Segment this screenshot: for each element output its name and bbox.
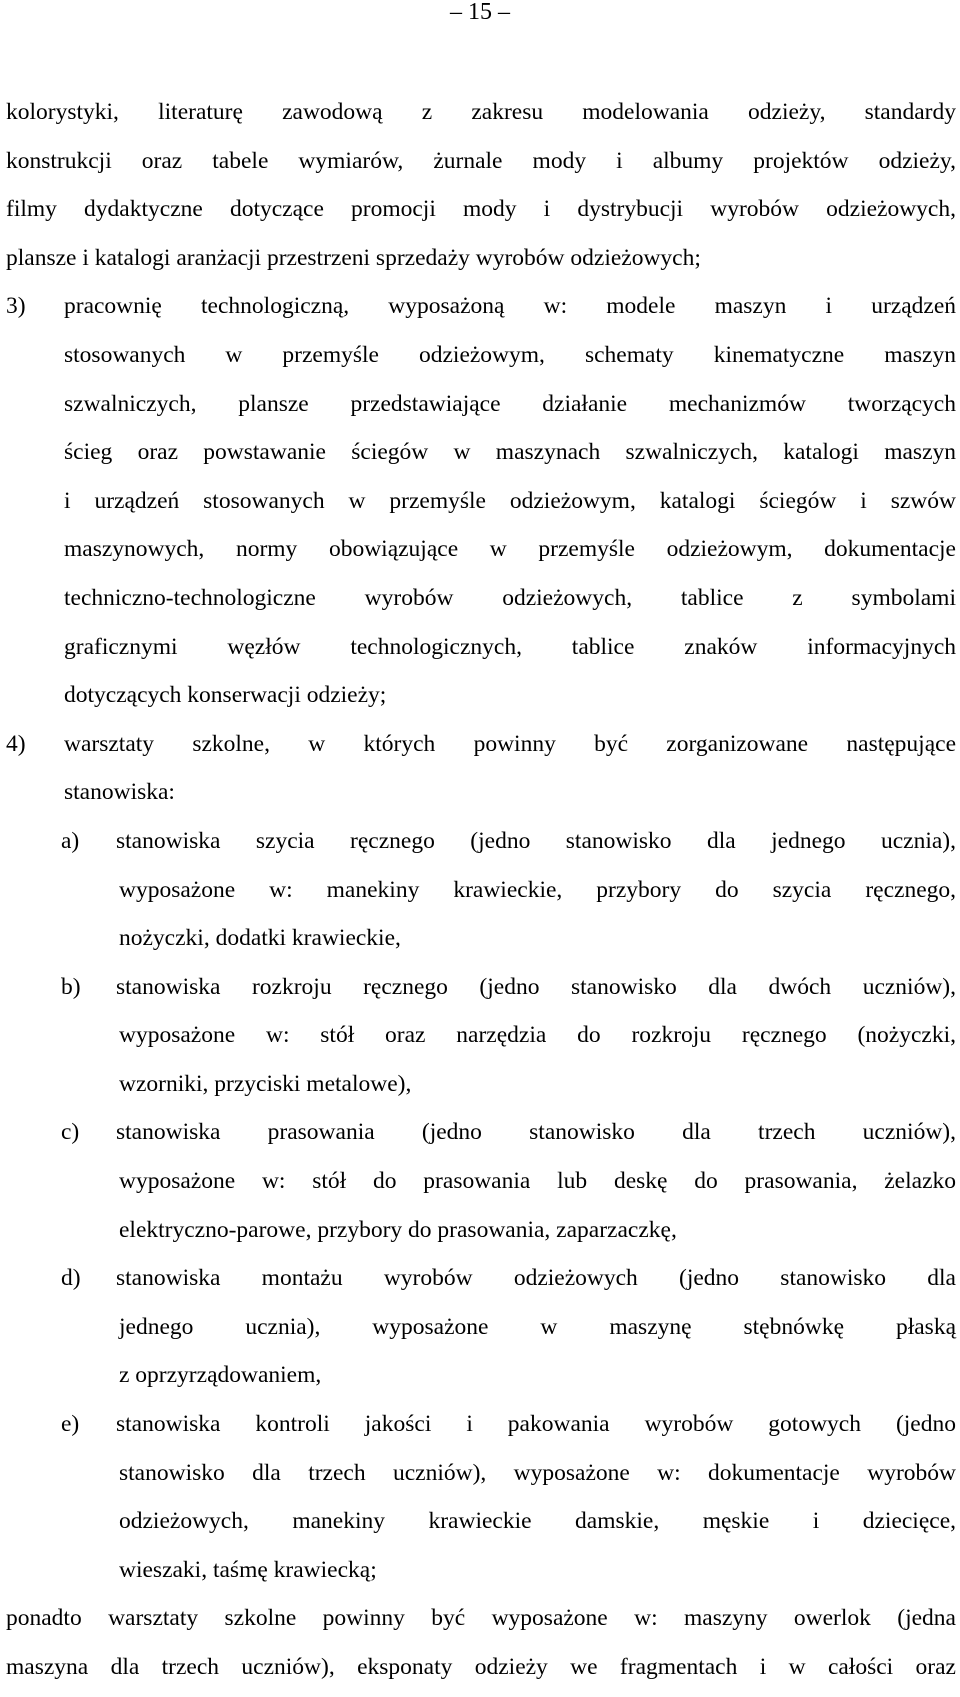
document-body xyxy=(6,88,956,1692)
list-item-d xyxy=(6,1254,956,1303)
text-line: stanowiska: xyxy=(64,779,175,806)
text-line: z oprzyrządowaniem, xyxy=(119,1362,322,1389)
list-item-a xyxy=(6,817,956,866)
list-marker: e) xyxy=(61,1411,80,1438)
list-item-4 xyxy=(6,720,956,769)
text-line: stosowanych w przemyśle odzieżowym, schematy kinematyczne maszyn xyxy=(64,341,956,368)
list-marker: a) xyxy=(61,827,80,854)
list-marker: c) xyxy=(61,1119,80,1146)
text-line: konstrukcji oraz tabele wymiarów, żurnale mody i albumy projektów odzieży, xyxy=(6,147,956,174)
text-line: wieszaki, taśmę krawiecką; xyxy=(119,1556,377,1583)
text-line: graficznymi węzłów technologicznych, tablice znaków informacyjnych xyxy=(64,633,956,660)
list-marker: d) xyxy=(61,1265,81,1292)
text-line: nożyczki, dodatki krawieckie, xyxy=(119,925,401,952)
text-line: jednego ucznia), wyposażone w maszynę stębnówkę płaską xyxy=(119,1313,956,1340)
text-line: dotyczących konserwacji odzieży; xyxy=(64,682,387,709)
text-line: techniczno-technologiczne wyrobów odzieżowych, tablice z symbolami xyxy=(64,584,956,611)
list-marker: 4) xyxy=(6,730,26,757)
list-item-e xyxy=(6,1400,956,1449)
text-line: ścieg oraz powstawanie ściegów w maszynach szwalniczych, katalogi maszyn xyxy=(64,439,956,466)
text-line: warsztaty szkolne, w których powinny być zorganizowane następujące xyxy=(64,730,956,757)
text-line: maszynowych, normy obowiązujące w przemyśle odzieżowym, dokumentacje xyxy=(64,536,956,563)
text-line: stanowiska prasowania (jedno stanowisko dla trzech uczniów), xyxy=(116,1119,956,1146)
text-line: wyposażone w: stół do prasowania lub deskę do prasowania, żelazko xyxy=(119,1168,956,1195)
list-item-3 xyxy=(6,282,956,331)
text-line: ponadto warsztaty szkolne powinny być wyposażone w: maszyny owerlok (jedna xyxy=(6,1605,956,1632)
text-line: stanowiska szycia ręcznego (jedno stanowisko dla jednego ucznia), xyxy=(116,827,956,854)
text-line: stanowiska montażu wyrobów odzieżowych (jedno stanowisko dla xyxy=(116,1265,956,1292)
text-line: odzieżowych, manekiny krawieckie damskie, męskie i dziecięce, xyxy=(119,1508,956,1535)
text-line: plansze i katalogi aranżacji przestrzeni sprzedaży wyrobów odzieżowych; xyxy=(6,244,701,271)
text-line: kolorystyki, literaturę zawodową z zakresu modelowania odzieży, standardy xyxy=(6,99,956,125)
list-marker: 3) xyxy=(6,293,26,320)
page-number: – 15 – xyxy=(450,0,510,25)
list-item-b xyxy=(6,963,956,1012)
text-line: stanowiska kontroli jakości i pakowania wyrobów gotowych (jedno xyxy=(116,1411,956,1438)
text-line: szwalniczych, plansze przedstawiające działanie mechanizmów tworzących xyxy=(64,390,956,417)
list-marker: b) xyxy=(61,973,81,1000)
text-line: pracownię technologiczną, wyposażoną w: modele maszyn i urządzeń xyxy=(64,293,956,320)
list-item-c xyxy=(6,1108,956,1157)
text-line: wzorniki, przyciski metalowe), xyxy=(119,1070,412,1097)
text-line: elektryczno-parowe, przybory do prasowania, zaparzaczkę, xyxy=(119,1216,677,1243)
text-line: i urządzeń stosowanych w przemyśle odzieżowym, katalogi ściegów i szwów xyxy=(64,487,956,514)
text-line: stanowiska rozkroju ręcznego (jedno stanowisko dla dwóch uczniów), xyxy=(116,973,956,1000)
text-line: filmy dydaktyczne dotyczące promocji mody i dystrybucji wyrobów odzieżowych, xyxy=(6,196,956,223)
text-line: stanowisko dla trzech uczniów), wyposażone w: dokumentacje wyrobów xyxy=(119,1459,956,1486)
text-line: maszyna dla trzech uczniów), eksponaty odzieży we fragmentach i w całości oraz xyxy=(6,1654,956,1680)
text-line: wyposażone w: stół oraz narzędzia do rozkroju ręcznego (nożyczki, xyxy=(119,1022,956,1049)
text-line: wyposażone w: manekiny krawieckie, przybory do szycia ręcznego, xyxy=(119,876,956,903)
